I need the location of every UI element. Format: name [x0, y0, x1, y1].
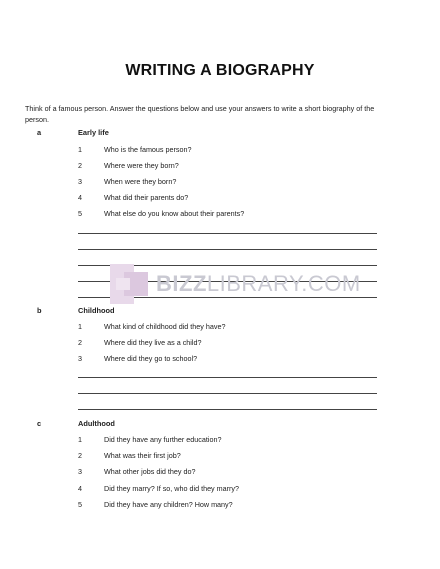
question-number: 4: [78, 193, 82, 202]
question-number: 1: [78, 145, 82, 154]
watermark-text: BIZZLIBRARY.COM: [156, 271, 361, 296]
question-text: What was their first job?: [104, 451, 181, 460]
question-text: Did they have any children? How many?: [104, 500, 233, 509]
answer-line[interactable]: [78, 393, 377, 394]
question-number: 2: [78, 161, 82, 170]
question-number: 3: [78, 467, 82, 476]
answer-line[interactable]: [78, 377, 377, 378]
question-number: 5: [78, 500, 82, 509]
section-title-early-life: Early life: [78, 128, 109, 137]
question-number: 4: [78, 484, 82, 493]
question-number: 3: [78, 354, 82, 363]
question-number: 2: [78, 338, 82, 347]
answer-line[interactable]: [78, 233, 377, 234]
question-number: 2: [78, 451, 82, 460]
intro-paragraph: Think of a famous person. Answer the questions below and use your answers to write a short biography of the person.: [25, 104, 375, 124]
question-text: When were they born?: [104, 177, 177, 186]
section-title-childhood: Childhood: [78, 306, 115, 315]
question-text: Did they marry? If so, who did they marry?: [104, 484, 240, 493]
question-text: What other jobs did they do?: [104, 467, 196, 476]
question-number: 1: [78, 435, 82, 444]
question-text: Where did they live as a child?: [104, 338, 202, 347]
question-text: Did they have any further education?: [104, 435, 222, 444]
question-text: What did their parents do?: [104, 193, 189, 202]
question-text: Where were they born?: [104, 161, 179, 170]
section-title-adulthood: Adulthood: [78, 419, 115, 428]
question-text: Who is the famous person?: [104, 145, 192, 154]
section-letter-a: a: [37, 128, 42, 137]
question-number: 5: [78, 209, 82, 218]
question-text: What kind of childhood did they have?: [104, 322, 226, 331]
question-text: Where did they go to school?: [104, 354, 198, 363]
answer-line[interactable]: [78, 409, 377, 410]
page-title: WRITING A BIOGRAPHY: [125, 62, 315, 79]
question-number: 3: [78, 177, 82, 186]
question-text: What else do you know about their parents?: [104, 209, 245, 218]
watermark: [110, 262, 361, 308]
answer-line[interactable]: [78, 249, 377, 250]
watermark-logo-icon: [110, 264, 148, 304]
question-number: 1: [78, 322, 82, 331]
section-letter-b: b: [37, 306, 42, 315]
section-letter-c: c: [37, 419, 42, 428]
